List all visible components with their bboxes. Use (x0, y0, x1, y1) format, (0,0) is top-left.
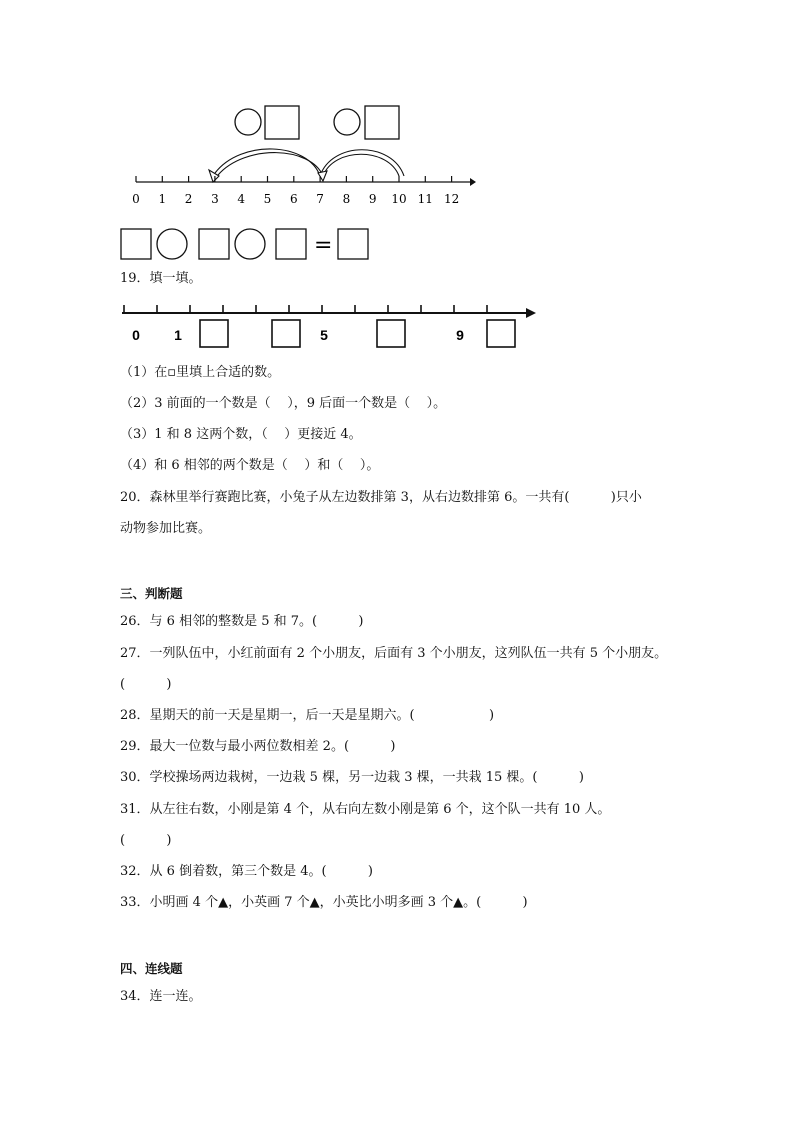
numberline-tick-label: 3 (211, 192, 219, 206)
q19-sub-2: （2）3 前面的一个数是（ ），9 后面一个数是（ ）。 (120, 396, 447, 411)
section-heading: 四、连线题 (120, 961, 183, 976)
numberline-figure-1 (120, 95, 500, 215)
answer-box[interactable] (365, 106, 399, 139)
q19-sub-4: （4）和 6 相邻的两个数是（ ）和（ ）。 (120, 458, 380, 473)
numberline-label: 5 (320, 327, 328, 343)
question-27: 27．一列队伍中，小红前面有 2 个小朋友，后面有 3 个小朋友，这列队伍一共有 5 个小朋友。 (120, 646, 668, 661)
answer-blank[interactable]: ( ) (120, 833, 172, 848)
numberline-tick-label: 8 (342, 192, 351, 206)
question-28: 28．星期天的前一天是星期一，后一天是星期六。( ) (120, 708, 495, 723)
q19-sub-3: （3）1 和 8 这两个数，（ ）更接近 4。 (120, 427, 362, 442)
q20-line-2: 动物参加比赛。 (120, 521, 212, 536)
numberline-tick-label: 12 (443, 192, 460, 206)
hop-arrow (318, 150, 404, 181)
equals-sign: = (314, 233, 333, 258)
answer-circle[interactable] (334, 109, 360, 135)
numberline-tick-label: 5 (263, 192, 272, 206)
numberline-figure-2 (118, 298, 538, 353)
answer-blank[interactable]: ( ) (120, 677, 172, 692)
question-30: 30．学校操场两边栽树，一边栽 5 棵，另一边栽 3 棵，一共栽 15 棵。( ) (120, 770, 584, 785)
equation-row (118, 225, 378, 263)
question-31: 31．从左往右数，小刚是第 4 个，从右向左数小刚是第 6 个，这个队一共有 10 人。 (120, 802, 611, 817)
numberline-tick-label: 1 (158, 192, 167, 206)
question-26: 26．与 6 相邻的整数是 5 和 7。( ) (120, 614, 364, 629)
question-29: 29．最大一位数与最小两位数相差 2。( ) (120, 739, 396, 754)
answer-box[interactable] (272, 320, 300, 347)
q19-sub-1: （1）在▫里填上合适的数。 (120, 365, 281, 380)
numberline-label: 1 (174, 327, 182, 343)
answer-box[interactable] (487, 320, 515, 347)
answer-box[interactable] (276, 229, 306, 259)
answer-circle[interactable] (235, 109, 261, 135)
hop-arrow (209, 149, 323, 182)
question-33: 33．小明画 4 个▲，小英画 7 个▲，小英比小明多画 3 个▲。( ) (120, 895, 528, 910)
answer-box[interactable] (199, 229, 229, 259)
answer-box[interactable] (377, 320, 405, 347)
numberline-tick-label: 6 (289, 192, 298, 206)
numberline-label: 9 (456, 327, 464, 343)
answer-circle[interactable] (235, 229, 265, 259)
numberline-tick-label: 0 (132, 192, 140, 206)
answer-box[interactable] (200, 320, 228, 347)
numberline-tick-label: 9 (368, 192, 377, 206)
answer-box[interactable] (121, 229, 151, 259)
answer-box[interactable] (338, 229, 368, 259)
answer-box[interactable] (265, 106, 299, 139)
numberline-tick-label: 4 (237, 192, 246, 206)
answer-circle[interactable] (157, 229, 187, 259)
q19-title: 19．填一填。 (120, 271, 202, 286)
question-34: 34．连一连。 (120, 989, 202, 1004)
question-32: 32．从 6 倒着数，第三个数是 4。( ) (120, 864, 373, 879)
numberline-tick-label: 7 (316, 192, 324, 206)
q20-line-1: 20．森林里举行赛跑比赛，小兔子从左边数排第 3，从右边数排第 6。一共有( )只小 (120, 490, 642, 505)
numberline-tick-label: 2 (184, 192, 193, 206)
section-heading: 三、判断题 (120, 586, 183, 601)
numberline-label: 0 (132, 327, 140, 343)
numberline-tick-label: 11 (417, 192, 433, 206)
numberline-tick-label: 10 (391, 192, 407, 206)
